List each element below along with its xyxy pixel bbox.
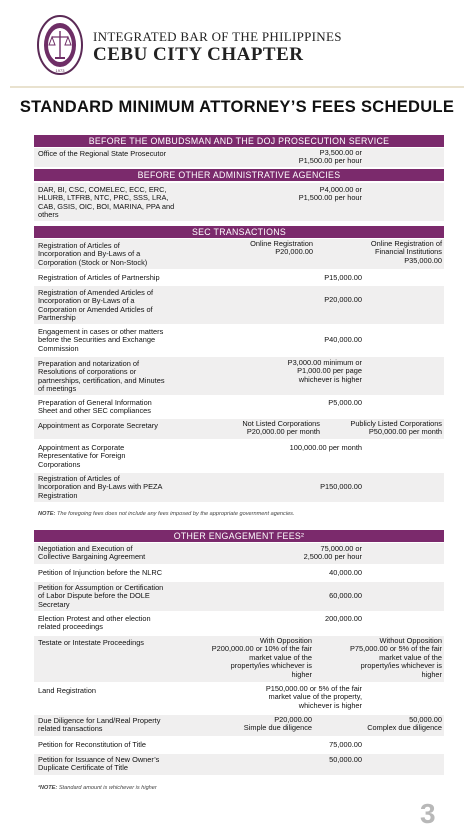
row-label: Due Diligence for Land/Real Property related transactions xyxy=(38,716,161,734)
section-header-ombudsman: BEFORE THE OMBUDSMAN AND THE DOJ PROSECUTION SERVICE xyxy=(34,135,444,147)
row-fee: P15,000.00 xyxy=(324,273,362,282)
note-text: Standard amount is whichever is higher xyxy=(57,785,157,791)
table-row xyxy=(34,613,444,634)
section-header-admin: BEFORE OTHER ADMINISTRATIVE AGENCIES xyxy=(34,169,444,181)
table-row xyxy=(34,684,444,713)
table-row xyxy=(34,148,444,167)
header-divider xyxy=(10,86,464,88)
table-row xyxy=(34,239,444,269)
table-row xyxy=(34,715,444,736)
row-label: Petition for Reconstitution of Title xyxy=(38,740,147,749)
row-fee: 75,000.00 xyxy=(329,740,362,749)
letterhead xyxy=(0,0,474,84)
row-fee: P4,000.00 or P1,500.00 per hour xyxy=(298,185,362,203)
table-row xyxy=(34,754,444,775)
row-fee: P40,000.00 xyxy=(324,335,362,344)
page-title: STANDARD MINIMUM ATTORNEY’S FEES SCHEDULE xyxy=(19,98,455,116)
row-fee-a: With Opposition P200,000.00 or 10% of the fair market value of the property/ies whichever is higher xyxy=(211,636,312,679)
table-row xyxy=(34,473,444,502)
row-fee-b: Online Registration of Financial Institutions P35,000.00 xyxy=(370,239,442,265)
table-row xyxy=(34,441,444,471)
row-label: Petition of Injunction before the NLRC xyxy=(38,568,163,577)
row-label: Preparation and notarization of Resolutions of corporations or partnerships, certification, and Minutes of meetings xyxy=(38,359,165,394)
row-fee-b: Publicly Listed Corporations P50,000.00 per month xyxy=(350,419,442,437)
row-fee: 200,000.00 xyxy=(325,614,362,623)
row-fee: P20,000.00 xyxy=(324,295,362,304)
row-fee: 75,000.00 or 2,500.00 per hour xyxy=(303,544,362,562)
table-row xyxy=(34,397,444,417)
table-row xyxy=(34,419,444,439)
row-label: Petition for Issuance of New Owner’s Duplicate Certificate of Title xyxy=(38,755,160,773)
fees-note xyxy=(38,511,295,517)
row-label: DAR, BI, CSC, COMELEC, ECC, ERC, HLURB, LTFRB, NTC, PRC, SSS, LRA, CAB, GSIS, OIC, BOI, MARINA, PPA and others xyxy=(38,185,175,220)
row-label: Petition for Assumption or Certification of Labor Dispute before the DOLE Secretary xyxy=(38,583,164,609)
row-label: Appointment as Corporate Secretary xyxy=(38,421,158,430)
row-fee-a: Not Listed Corporations P20,000.00 per month xyxy=(242,419,320,437)
chapter-name: CEBU CITY CHAPTER xyxy=(93,44,304,65)
row-label: Election Protest and other election related proceedings xyxy=(38,614,151,632)
row-fee: 60,000.00 xyxy=(329,591,362,600)
seal-year: 1973 xyxy=(55,68,65,73)
row-fee-b: Without Opposition P75,000.00 or 5% of the fair market value of the property/ies whichever is higher xyxy=(349,636,442,679)
row-label: Negotiation and Execution of Collective Bargaining Agreement xyxy=(38,544,146,562)
table-row xyxy=(34,357,444,395)
table-row xyxy=(34,636,444,682)
row-fee-b: 50,000.00 Complex due diligence xyxy=(367,715,442,733)
row-fee: 100,000.00 per month xyxy=(289,443,362,452)
row-fee-a: Online Registration P20,000.00 xyxy=(250,239,313,257)
row-label: Appointment as Corporate Representative for Foreign Corporations xyxy=(38,443,126,469)
standard-amount-note xyxy=(38,785,157,791)
row-fee: P150,000.00 or 5% of the fair market value of the property, whichever is higher xyxy=(265,684,362,710)
row-label: Land Registration xyxy=(38,686,96,695)
row-fee-a: P20,000.00 Simple due diligence xyxy=(243,715,312,733)
section-header-sec: SEC TRANSACTIONS xyxy=(34,226,444,238)
table-row xyxy=(34,566,444,580)
row-label: Registration of Amended Articles of Incorporation or By-Laws of a Corporation or Amended Articles of Partnership xyxy=(38,288,154,323)
table-row xyxy=(34,271,444,284)
note-label: NOTE: xyxy=(38,511,56,517)
row-label: Registration of Articles of Incorporation and By-Laws with PEZA Registration xyxy=(38,474,163,500)
table-row xyxy=(34,738,444,752)
row-label: Registration of Articles of Incorporation and By-Laws of a Corporation (Stock or Non-Stock) xyxy=(38,241,148,267)
ibp-seal-icon xyxy=(37,15,83,77)
table-row xyxy=(34,582,444,611)
row-fee: P3,500.00 or P1,500.00 per hour xyxy=(298,148,362,166)
row-fee: P3,000.00 minimum or P1,000.00 per page whichever is higher xyxy=(287,358,362,384)
row-label: Engagement in cases or other matters before the Securities and Exchange Commission xyxy=(38,327,164,353)
table-row xyxy=(34,286,444,324)
row-fee: 40,000.00 xyxy=(329,568,362,577)
note-text: The foregoing fees does not include any fees imposed by the appropriate government agencies. xyxy=(55,511,295,517)
row-label: Registration of Articles of Partnership xyxy=(38,273,160,282)
row-label: Preparation of General Information Sheet and other SEC compliances xyxy=(38,398,152,416)
page-number: 3 xyxy=(420,798,436,829)
table-row xyxy=(34,183,444,221)
org-name: INTEGRATED BAR OF THE PHILIPPINES xyxy=(93,29,342,44)
table-row xyxy=(34,326,444,355)
row-label: Testate or Intestate Proceedings xyxy=(38,638,144,647)
row-label: Office of the Regional State Prosecutor xyxy=(38,149,167,158)
note-label: ²NOTE: xyxy=(38,785,58,791)
row-fee: P5,000.00 xyxy=(328,398,362,407)
row-fee: P150,000.00 xyxy=(320,482,362,491)
table-row xyxy=(34,543,444,564)
row-fee: 50,000.00 xyxy=(329,755,362,764)
section-header-other-fees: OTHER ENGAGEMENT FEES² xyxy=(34,530,444,542)
